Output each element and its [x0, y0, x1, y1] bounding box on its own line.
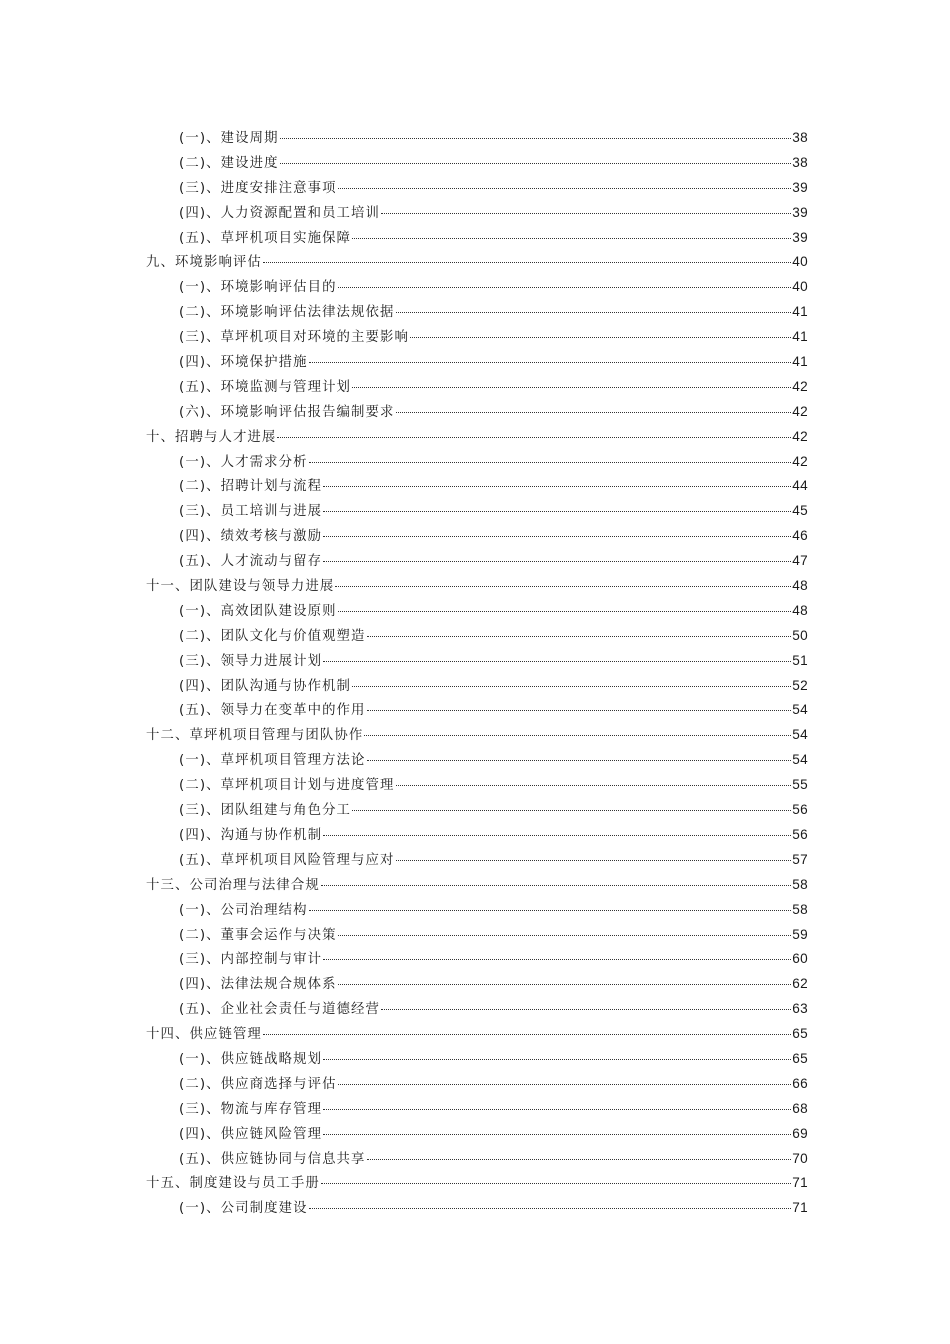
toc-page-number: 42 — [792, 453, 808, 469]
toc-page-number: 41 — [792, 329, 808, 345]
toc-entry-title: (二)、董事会运作与决策 — [179, 927, 337, 943]
toc-entry-title: (四)、供应链风险管理 — [179, 1126, 323, 1142]
toc-dot-leader — [323, 536, 791, 537]
toc-chapter-entry[interactable] — [146, 425, 808, 450]
toc-entry-title: (一)、建设周期 — [179, 131, 279, 146]
toc-dot-leader — [323, 1059, 791, 1060]
toc-section-entry[interactable] — [146, 450, 808, 475]
toc-dot-leader — [396, 312, 792, 313]
toc-dot-leader — [323, 835, 791, 836]
toc-section-entry[interactable] — [146, 923, 808, 948]
toc-entry-title: (四)、法律法规合规体系 — [179, 977, 337, 993]
toc-dot-leader — [309, 910, 792, 911]
toc-page-number: 45 — [792, 503, 808, 519]
toc-dot-leader — [309, 462, 792, 463]
toc-entry-title: (一)、草坪机项目管理方法论 — [179, 753, 366, 769]
toc-dot-leader — [352, 810, 791, 811]
toc-dot-leader — [396, 412, 792, 413]
toc-section-entry[interactable] — [146, 773, 808, 798]
toc-dot-leader — [323, 1109, 791, 1110]
toc-entry-title: 九、环境影响评估 — [146, 255, 262, 271]
toc-dot-leader — [367, 760, 792, 761]
toc-dot-leader — [381, 1009, 791, 1010]
toc-page-number: 71 — [792, 1175, 808, 1191]
toc-section-entry[interactable] — [146, 1047, 808, 1072]
toc-section-entry[interactable] — [146, 300, 808, 325]
toc-dot-leader — [309, 1208, 792, 1209]
toc-page-number: 46 — [792, 528, 808, 544]
toc-page-number: 41 — [792, 304, 808, 320]
toc-section-entry[interactable] — [146, 1196, 808, 1221]
toc-dot-leader — [364, 735, 791, 736]
toc-page-number: 66 — [792, 1075, 808, 1091]
toc-page-number: 50 — [792, 627, 808, 643]
toc-section-entry[interactable] — [146, 972, 808, 997]
toc-dot-leader — [263, 1034, 791, 1035]
toc-section-entry[interactable] — [146, 1122, 808, 1147]
toc-dot-leader — [338, 1084, 792, 1085]
toc-section-entry[interactable] — [146, 624, 808, 649]
toc-section-entry[interactable] — [146, 1072, 808, 1097]
toc-section-entry[interactable] — [146, 549, 808, 574]
toc-dot-leader — [367, 636, 792, 637]
toc-dot-leader — [280, 138, 792, 139]
toc-page-number: 42 — [792, 378, 808, 394]
toc-dot-leader — [323, 1134, 791, 1135]
toc-section-entry[interactable] — [146, 350, 808, 375]
toc-page-number: 52 — [792, 677, 808, 693]
toc-section-entry[interactable] — [146, 126, 808, 151]
toc-page-number: 56 — [792, 826, 808, 842]
toc-entry-title: (四)、环境保护措施 — [179, 355, 308, 371]
toc-entry-title: (一)、公司制度建设 — [179, 1201, 308, 1217]
toc-page-number: 56 — [792, 802, 808, 818]
toc-entry-title: (一)、环境影响评估目的 — [179, 280, 337, 296]
toc-dot-leader — [263, 262, 791, 263]
toc-dot-leader — [410, 337, 791, 338]
toc-page-number: 65 — [792, 1050, 808, 1066]
toc-dot-leader — [323, 486, 791, 487]
toc-page-number: 41 — [792, 354, 808, 370]
toc-entry-title: (一)、公司治理结构 — [179, 902, 308, 918]
toc-page-number: 40 — [792, 254, 808, 270]
toc-entry-title: 十五、制度建设与员工手册 — [146, 1176, 320, 1192]
toc-entry-title: (五)、草坪机项目实施保障 — [179, 230, 352, 246]
toc-page-number: 54 — [792, 727, 808, 743]
toc-dot-leader — [352, 686, 791, 687]
toc-entry-title: (二)、草坪机项目计划与进度管理 — [179, 778, 395, 794]
toc-page-number: 38 — [792, 154, 808, 170]
toc-page-number: 54 — [792, 702, 808, 718]
toc-dot-leader — [367, 1159, 792, 1160]
toc-entry-title: (三)、团队组建与角色分工 — [179, 803, 352, 819]
toc-page-number: 39 — [792, 229, 808, 245]
toc-dot-leader — [367, 710, 792, 711]
toc-section-entry[interactable] — [146, 201, 808, 226]
toc-entry-title: (五)、领导力在变革中的作用 — [179, 703, 366, 719]
toc-section-entry[interactable] — [146, 748, 808, 773]
toc-entry-title: (三)、领导力进展计划 — [179, 653, 323, 669]
toc-dot-leader — [280, 163, 792, 164]
toc-page-number: 54 — [792, 752, 808, 768]
toc-page-number: 48 — [792, 602, 808, 618]
toc-page-number: 42 — [792, 403, 808, 419]
toc-entry-title: 十二、草坪机项目管理与团队协作 — [146, 728, 364, 744]
toc-page-number: 44 — [792, 478, 808, 494]
table-of-contents — [146, 126, 808, 1221]
toc-entry-title: (四)、绩效考核与激励 — [179, 529, 323, 545]
toc-dot-leader — [321, 885, 791, 886]
toc-chapter-entry[interactable] — [146, 1171, 808, 1196]
toc-entry-title: (三)、草坪机项目对环境的主要影响 — [179, 330, 410, 346]
toc-section-entry[interactable] — [146, 524, 808, 549]
toc-entry-title: (二)、供应商选择与评估 — [179, 1076, 337, 1092]
toc-entry-title: (五)、环境监测与管理计划 — [179, 379, 352, 395]
toc-dot-leader — [338, 611, 792, 612]
toc-entry-title: (三)、内部控制与审计 — [179, 952, 323, 968]
toc-entry-title: (二)、建设进度 — [179, 155, 279, 171]
toc-page-number: 68 — [792, 1100, 808, 1116]
toc-dot-leader — [338, 188, 792, 189]
toc-page-number: 60 — [792, 951, 808, 967]
toc-section-entry[interactable] — [146, 649, 808, 674]
toc-entry-title: (五)、企业社会责任与道德经营 — [179, 1002, 381, 1018]
toc-entry-title: (四)、沟通与协作机制 — [179, 827, 323, 843]
toc-section-entry[interactable] — [146, 325, 808, 350]
toc-page-number: 59 — [792, 926, 808, 942]
toc-dot-leader — [338, 984, 792, 985]
toc-dot-leader — [338, 287, 792, 288]
toc-dot-leader — [335, 586, 791, 587]
toc-dot-leader — [396, 785, 792, 786]
toc-chapter-entry[interactable] — [146, 574, 808, 599]
toc-page-number: 70 — [792, 1150, 808, 1166]
toc-page-number: 38 — [792, 130, 808, 145]
toc-page-number: 58 — [792, 876, 808, 892]
toc-section-entry[interactable] — [146, 798, 808, 823]
toc-entry-title: (一)、人才需求分析 — [179, 454, 308, 470]
toc-dot-leader — [396, 860, 792, 861]
toc-entry-title: 十一、团队建设与领导力进展 — [146, 579, 335, 595]
toc-section-entry[interactable] — [146, 674, 808, 699]
toc-dot-leader — [338, 935, 792, 936]
toc-page-number: 58 — [792, 901, 808, 917]
toc-dot-leader — [277, 437, 791, 438]
toc-section-entry[interactable] — [146, 226, 808, 251]
toc-page-number: 65 — [792, 1026, 808, 1042]
toc-section-entry[interactable] — [146, 997, 808, 1022]
toc-chapter-entry[interactable] — [146, 723, 808, 748]
toc-entry-title: (四)、人力资源配置和员工培训 — [179, 205, 381, 221]
toc-entry-title: (二)、团队文化与价值观塑造 — [179, 628, 366, 644]
toc-dot-leader — [352, 238, 791, 239]
toc-dot-leader — [321, 1183, 791, 1184]
toc-section-entry[interactable] — [146, 823, 808, 848]
toc-entry-title: (五)、草坪机项目风险管理与应对 — [179, 852, 395, 868]
toc-entry-title: (二)、环境影响评估法律法规依据 — [179, 305, 395, 321]
toc-entry-title: (五)、供应链协同与信息共享 — [179, 1151, 366, 1167]
toc-entry-title: 十三、公司治理与法律合规 — [146, 877, 320, 893]
toc-page-number: 62 — [792, 976, 808, 992]
toc-page-number: 47 — [792, 553, 808, 569]
toc-chapter-entry[interactable] — [146, 873, 808, 898]
toc-page-number: 39 — [792, 179, 808, 195]
toc-page-number: 55 — [792, 777, 808, 793]
toc-dot-leader — [381, 213, 791, 214]
toc-entry-title: (六)、环境影响评估报告编制要求 — [179, 404, 395, 420]
toc-section-entry[interactable] — [146, 474, 808, 499]
toc-chapter-entry[interactable] — [146, 250, 808, 275]
toc-section-entry[interactable] — [146, 176, 808, 201]
toc-entry-title: (三)、物流与库存管理 — [179, 1101, 323, 1117]
toc-dot-leader — [352, 387, 791, 388]
toc-entry-title: 十、招聘与人才进展 — [146, 429, 277, 445]
toc-dot-leader — [323, 959, 791, 960]
toc-chapter-entry[interactable] — [146, 1022, 808, 1047]
toc-entry-title: (三)、进度安排注意事项 — [179, 180, 337, 196]
toc-entry-title: (一)、高效团队建设原则 — [179, 603, 337, 619]
toc-section-entry[interactable] — [146, 375, 808, 400]
toc-page-number: 42 — [792, 428, 808, 444]
toc-page-number: 57 — [792, 851, 808, 867]
toc-entry-title: (二)、招聘计划与流程 — [179, 479, 323, 495]
toc-section-entry[interactable] — [146, 400, 808, 425]
toc-page-number: 63 — [792, 1001, 808, 1017]
toc-dot-leader — [323, 511, 791, 512]
toc-section-entry[interactable] — [146, 275, 808, 300]
toc-entry-title: (四)、团队沟通与协作机制 — [179, 678, 352, 694]
toc-page-number: 51 — [792, 652, 808, 668]
toc-page-number: 69 — [792, 1125, 808, 1141]
toc-page-number: 71 — [792, 1200, 808, 1216]
toc-dot-leader — [323, 561, 791, 562]
toc-page-number: 40 — [792, 279, 808, 295]
toc-page-number: 39 — [792, 204, 808, 220]
toc-section-entry[interactable] — [146, 1147, 808, 1172]
toc-section-entry[interactable] — [146, 499, 808, 524]
toc-section-entry[interactable] — [146, 898, 808, 923]
toc-section-entry[interactable] — [146, 698, 808, 723]
toc-entry-title: (三)、员工培训与进展 — [179, 504, 323, 520]
toc-dot-leader — [309, 362, 792, 363]
toc-section-entry[interactable] — [146, 599, 808, 624]
toc-section-entry[interactable] — [146, 947, 808, 972]
toc-section-entry[interactable] — [146, 151, 808, 176]
toc-section-entry[interactable] — [146, 1097, 808, 1122]
toc-entry-title: (一)、供应链战略规划 — [179, 1051, 323, 1067]
toc-entry-title: 十四、供应链管理 — [146, 1027, 262, 1043]
toc-entry-title: (五)、人才流动与留存 — [179, 554, 323, 570]
toc-dot-leader — [323, 661, 791, 662]
toc-section-entry[interactable] — [146, 848, 808, 873]
toc-page-number: 48 — [792, 578, 808, 594]
